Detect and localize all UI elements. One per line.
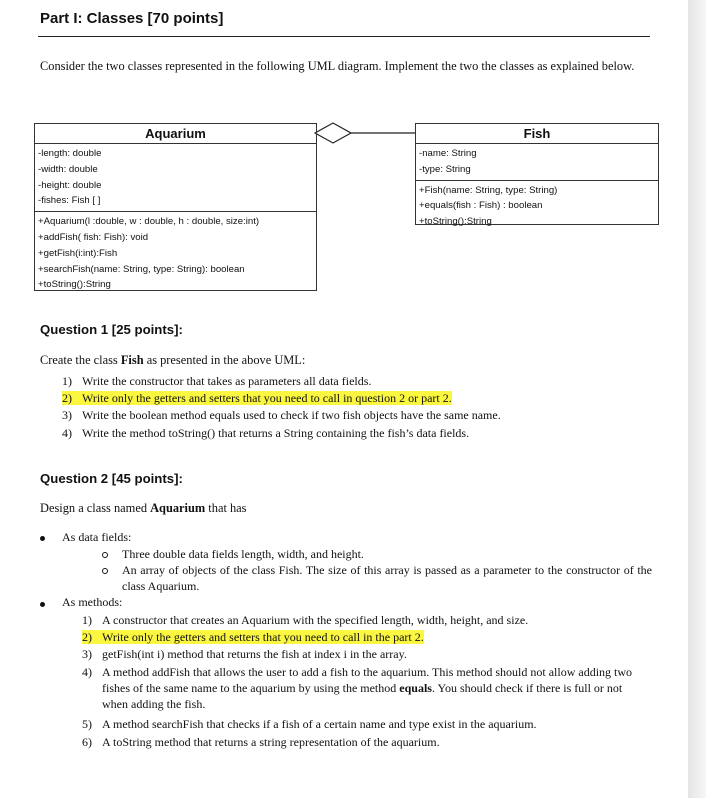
uml-method: +toString():String xyxy=(419,216,492,228)
question-1-intro: Create the class Fish as presented in the above UML: xyxy=(40,353,306,367)
uml-fish-class xyxy=(415,123,659,228)
uml-aquarium-class xyxy=(34,123,317,291)
uml-field: -height: double xyxy=(38,179,102,191)
question-2-intro: Design a class named Aquarium that has xyxy=(40,501,247,515)
method-num: 5) xyxy=(82,717,92,731)
part-heading: Part I: Classes [70 points] xyxy=(40,10,224,27)
method-item: A constructor that creates an Aquarium with the specified length, width, height, and size. xyxy=(102,613,529,627)
uml-method: +addFish( fish: Fish): void xyxy=(38,231,149,243)
uml-field: -fishes: Fish [ ] xyxy=(38,195,101,207)
uml-field: -type: String xyxy=(419,163,471,175)
uml-aggregation-connector xyxy=(314,120,416,146)
method-item: getFish(int i) method that returns the fish at index i in the array. xyxy=(102,647,407,661)
methods-label: As methods: xyxy=(62,595,123,609)
method-item: A method searchFish that checks if a fish of a certain name and type exist in the aquarium. xyxy=(102,717,537,731)
list-item-highlighted: 2) Write only the getters and setters that you need to call in question 2 or part 2. xyxy=(62,391,452,406)
uml-fish-name: Fish xyxy=(416,124,658,144)
method-item-highlighted: 2) Write only the getters and setters that you need to call in the part 2. xyxy=(82,630,424,644)
uml-field: -width: double xyxy=(38,163,98,175)
page-edge-shadow xyxy=(688,0,706,798)
uml-method: +equals(fish : Fish) : boolean xyxy=(419,200,543,212)
question-1-list xyxy=(62,373,501,442)
circle-bullet-icon xyxy=(102,568,108,574)
question-1-heading: Question 1 [25 points]: xyxy=(40,322,183,337)
uml-method: +toString():String xyxy=(38,279,111,291)
list-item: 1) Write the constructor that takes as parameters all data fields. xyxy=(62,374,372,388)
bullet-icon xyxy=(40,602,45,607)
uml-field: -name: String xyxy=(419,148,477,159)
list-item: 3) Write the boolean method equals used to check if two fish objects have the same name. xyxy=(62,408,501,423)
data-fields-label: As data fields: xyxy=(62,530,132,544)
uml-method: +searchFish(name: String, type: String): boolean xyxy=(38,263,245,275)
uml-fish-fields xyxy=(416,144,658,180)
uml-field: -length: double xyxy=(38,148,102,159)
question-2-heading: Question 2 [45 points]: xyxy=(40,471,183,486)
uml-aquarium-name: Aquarium xyxy=(35,124,316,144)
uml-aquarium-fields xyxy=(35,144,316,211)
data-field-item: Three double data fields length, width, and height. xyxy=(122,547,364,561)
method-item: A method addFish that allows the user to add a fish to the aquarium. This method should not allow adding two fishes of the same name to the aquarium by using the method equals. You should check if there is full or not when adding the fish. xyxy=(102,665,633,711)
method-num: 6) xyxy=(82,735,92,749)
method-item: A toString method that returns a string representation of the aquarium. xyxy=(102,735,440,749)
method-num: 1) xyxy=(82,613,92,627)
data-field-item: An array of objects of the class Fish. The size of this array is passed as a parameter to the constructor of the class Aquarium. xyxy=(122,563,652,593)
method-num: 4) xyxy=(82,665,92,679)
aggregation-diamond xyxy=(315,123,351,143)
uml-method: +Fish(name: String, type: String) xyxy=(419,184,558,196)
uml-aquarium-methods xyxy=(35,211,316,295)
method-num: 3) xyxy=(82,647,92,661)
list-item: 4) Write the method toString() that returns a String containing the fish’s data fields. xyxy=(62,425,470,440)
heading-rule xyxy=(38,36,650,37)
circle-bullet-icon xyxy=(102,552,108,558)
bullet-icon xyxy=(40,536,45,541)
intro-paragraph: Consider the two classes represented in the following UML diagram. Implement the two the classes as explained below. xyxy=(40,59,635,73)
uml-method: +getFish(i:int):Fish xyxy=(38,247,118,259)
uml-fish-methods xyxy=(416,180,658,232)
uml-method: +Aquarium(l :double, w : double, h : double, size:int) xyxy=(38,216,260,228)
